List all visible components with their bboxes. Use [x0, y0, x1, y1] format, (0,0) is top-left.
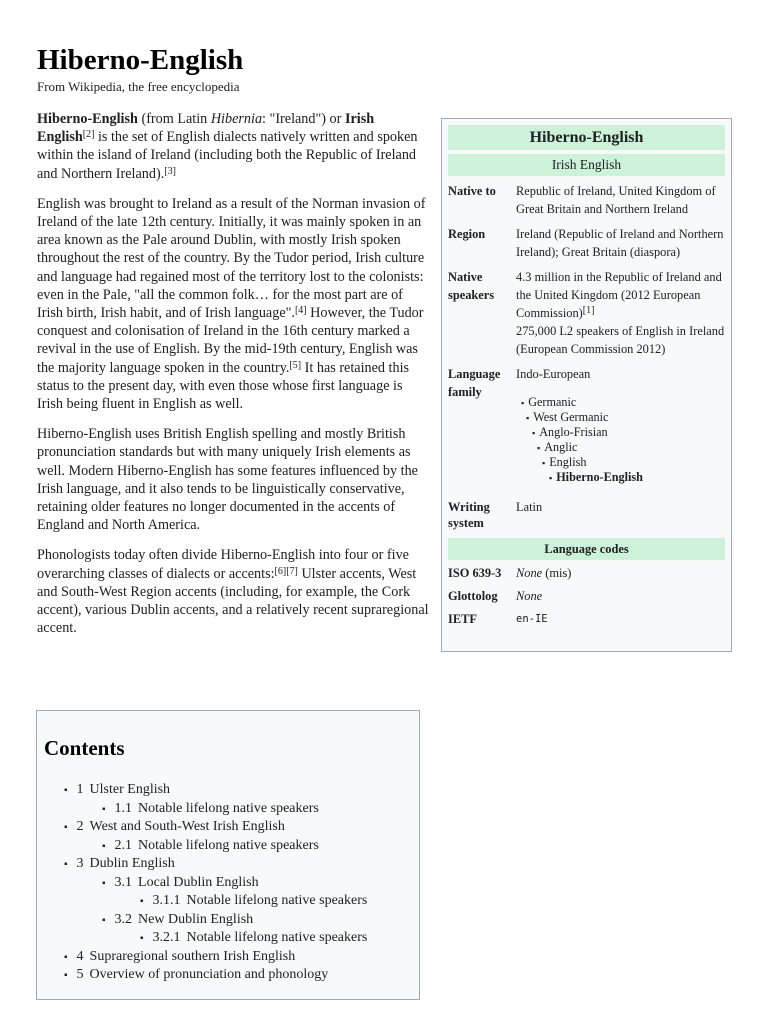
family-tree-item[interactable]: ▪ Germanic — [516, 395, 725, 410]
article-body — [37, 110, 429, 649]
toc-text: Notable lifelong native speakers — [186, 893, 368, 908]
toc-title: Contents — [44, 736, 125, 760]
speakers-value-1: 4.3 million in the Republic of Ireland and the United Kingdom (2012 European Commission) — [516, 270, 722, 320]
family-tree-item[interactable]: ▪ Anglic — [516, 440, 725, 455]
citation-link[interactable]: [6] — [274, 565, 287, 577]
toc-item[interactable] — [44, 818, 411, 837]
infobox-value — [516, 587, 725, 605]
infobox-title: Hiberno-English — [448, 125, 725, 150]
infobox-label: Glottolog — [448, 589, 498, 603]
toc-item[interactable] — [44, 948, 411, 967]
iso-code[interactable]: (mis) — [542, 566, 572, 580]
text-span: It has retained this status to the present day, with even those whose first language is Irish being fluent in English as well. — [37, 359, 410, 413]
language-infobox — [441, 118, 732, 652]
toc-number: 3 — [76, 856, 84, 871]
citation-link[interactable]: [5] — [289, 359, 302, 371]
toc-item[interactable] — [44, 874, 411, 893]
features-paragraph — [37, 425, 429, 534]
infobox-value — [516, 564, 725, 582]
citation-link[interactable]: [3] — [164, 165, 176, 177]
citation-link[interactable]: [1] — [582, 305, 595, 316]
iso-value: None — [516, 566, 543, 580]
toc-text: Notable lifelong native speakers — [138, 837, 319, 853]
text-span: However, the Tudor conquest and colonisation of Ireland in the 16th century marked a revival in the use of English. By the mid-19th century, English was the majority language spoken in the country. — [37, 305, 424, 376]
family-tree-item[interactable]: ▪ Anglo-Frisian — [516, 425, 725, 440]
toc-number: 2 — [76, 819, 84, 834]
language-codes-header: Language codes — [448, 538, 725, 560]
toc-item[interactable] — [44, 855, 411, 874]
toc-text: Overview of pronunciation and phonology — [89, 967, 329, 982]
family-tree-item[interactable]: ▪ English — [516, 455, 725, 470]
family-tree-item: ▪ Hiberno-English — [516, 470, 725, 485]
infobox-row-region — [448, 225, 725, 261]
infobox-label: Language family — [448, 367, 501, 399]
infobox-label: Region — [448, 227, 486, 241]
toc-item[interactable] — [44, 800, 411, 819]
text-span: (from Latin — [137, 111, 211, 127]
history-paragraph — [37, 195, 429, 413]
infobox-row-writing-system — [448, 499, 725, 531]
toc-text: West and South-West Irish English — [89, 819, 285, 834]
family-tree-item[interactable]: ▪ West Germanic — [516, 410, 725, 425]
toc-item[interactable] — [44, 892, 411, 911]
family-tree — [516, 395, 725, 485]
intro-paragraph — [37, 110, 429, 183]
infobox-row-glottolog — [448, 587, 725, 605]
family-root[interactable]: Indo-European — [516, 367, 591, 381]
infobox-row-native-to — [448, 182, 725, 218]
toc-item[interactable] — [44, 929, 411, 948]
toc-number: 3.1 — [114, 874, 133, 890]
speakers-value-2: 275,000 L2 speakers of English in Ireland (European Commission 2012) — [516, 324, 725, 356]
toc-number: 4 — [76, 948, 84, 964]
text-span: Ulster accents, West and South-West Region accents (including, for example, the Cork accent), various Dublin accents, and a relatively recent supraregional accent. — [37, 565, 429, 637]
toc-number: 1 — [76, 782, 84, 797]
toc-text: Local Dublin English — [138, 874, 259, 890]
toc-number: 3.1.1 — [152, 893, 181, 908]
text-span: : "Ireland") or — [262, 111, 345, 127]
toc-text: New Dublin English — [138, 911, 254, 927]
toc-item[interactable] — [44, 837, 411, 856]
toc-item[interactable] — [44, 781, 411, 800]
citation-link[interactable]: [7] — [286, 565, 298, 577]
citation-link[interactable]: [2] — [82, 129, 95, 141]
table-of-contents — [36, 710, 420, 1000]
page-title: Hiberno-English — [37, 44, 244, 76]
toc-text: Notable lifelong native speakers — [138, 800, 319, 816]
toc-list — [44, 781, 411, 985]
toc-text: Supraregional southern Irish English — [89, 948, 296, 964]
toc-text: Ulster English — [89, 782, 171, 797]
infobox-label: Native to — [448, 184, 496, 198]
infobox-value[interactable]: Republic of Ireland, United Kingdom of Great Britain and Northern Ireland — [516, 184, 716, 216]
page-subtitle: From Wikipedia, the free encyclopedia — [37, 79, 240, 94]
infobox-label: Writing system — [448, 500, 490, 530]
toc-text: Dublin English — [89, 856, 175, 871]
toc-number: 2.1 — [114, 837, 133, 853]
toc-number: 5 — [76, 967, 84, 982]
text-span: Phonologists today often divide Hiberno-English into four or five overarching classes of dialects or accents: — [37, 547, 409, 582]
infobox-value[interactable]: Latin — [516, 500, 543, 514]
infobox-value[interactable]: Ireland (Republic of Ireland and Northern Ireland); Great Britain (diaspora) — [516, 227, 724, 259]
text-span: English was brought to Ireland as a result of the Norman invasion of Ireland of the late 12th century. Initially, it was mainly spoken in an area known as the Pale around Dublin, with mostly Irish spoken throughout the rest of the country. By the Tudor period, Irish culture and language had regained most of the territory lost to the colonists: even in the Pale, "all the common folk… for the most part are of Irish birth, Irish habit, and of Irish language". — [37, 195, 426, 322]
toc-number: 3.2 — [114, 911, 133, 927]
term-hiberno-english: Hiberno-English — [37, 111, 138, 127]
toc-text: Notable lifelong native speakers — [186, 930, 368, 945]
toc-item[interactable] — [44, 911, 411, 930]
infobox-row-ietf — [448, 610, 725, 628]
infobox-row-iso — [448, 564, 725, 582]
ietf-code[interactable]: en-IE — [516, 613, 548, 625]
latin-term: Hibernia — [210, 111, 263, 127]
infobox-value — [516, 268, 725, 358]
toc-number: 3.2.1 — [152, 930, 181, 945]
infobox-label: IETF — [448, 612, 477, 626]
term-irish-english: Irish English — [37, 111, 375, 146]
citation-link[interactable]: [4] — [294, 305, 307, 317]
infobox-label: Native speakers — [448, 270, 495, 302]
text-span: Hiberno-English uses British English spelling and mostly British pronunciation standards but with many uniquely Irish elements as well. Modern Hiberno-English has some features influenced by the Irish language, and it also tends to be linguistically conservative, retaining older features no longer documented in the accents of England and North America. — [37, 426, 418, 534]
glottolog-value: None — [516, 589, 543, 603]
text-span: is the set of English dialects natively written and spoken within the island of Ireland (including both the Republic of Ireland and Northern Ireland). — [37, 129, 418, 182]
infobox-value — [516, 365, 725, 485]
infobox-subtitle: Irish English — [448, 154, 725, 176]
toc-number: 1.1 — [114, 800, 133, 816]
infobox-row-language-family — [448, 365, 725, 485]
phonology-paragraph — [37, 546, 429, 637]
infobox-label: ISO 639-3 — [448, 566, 502, 580]
infobox-row-native-speakers — [448, 268, 725, 358]
toc-item[interactable] — [44, 966, 411, 985]
